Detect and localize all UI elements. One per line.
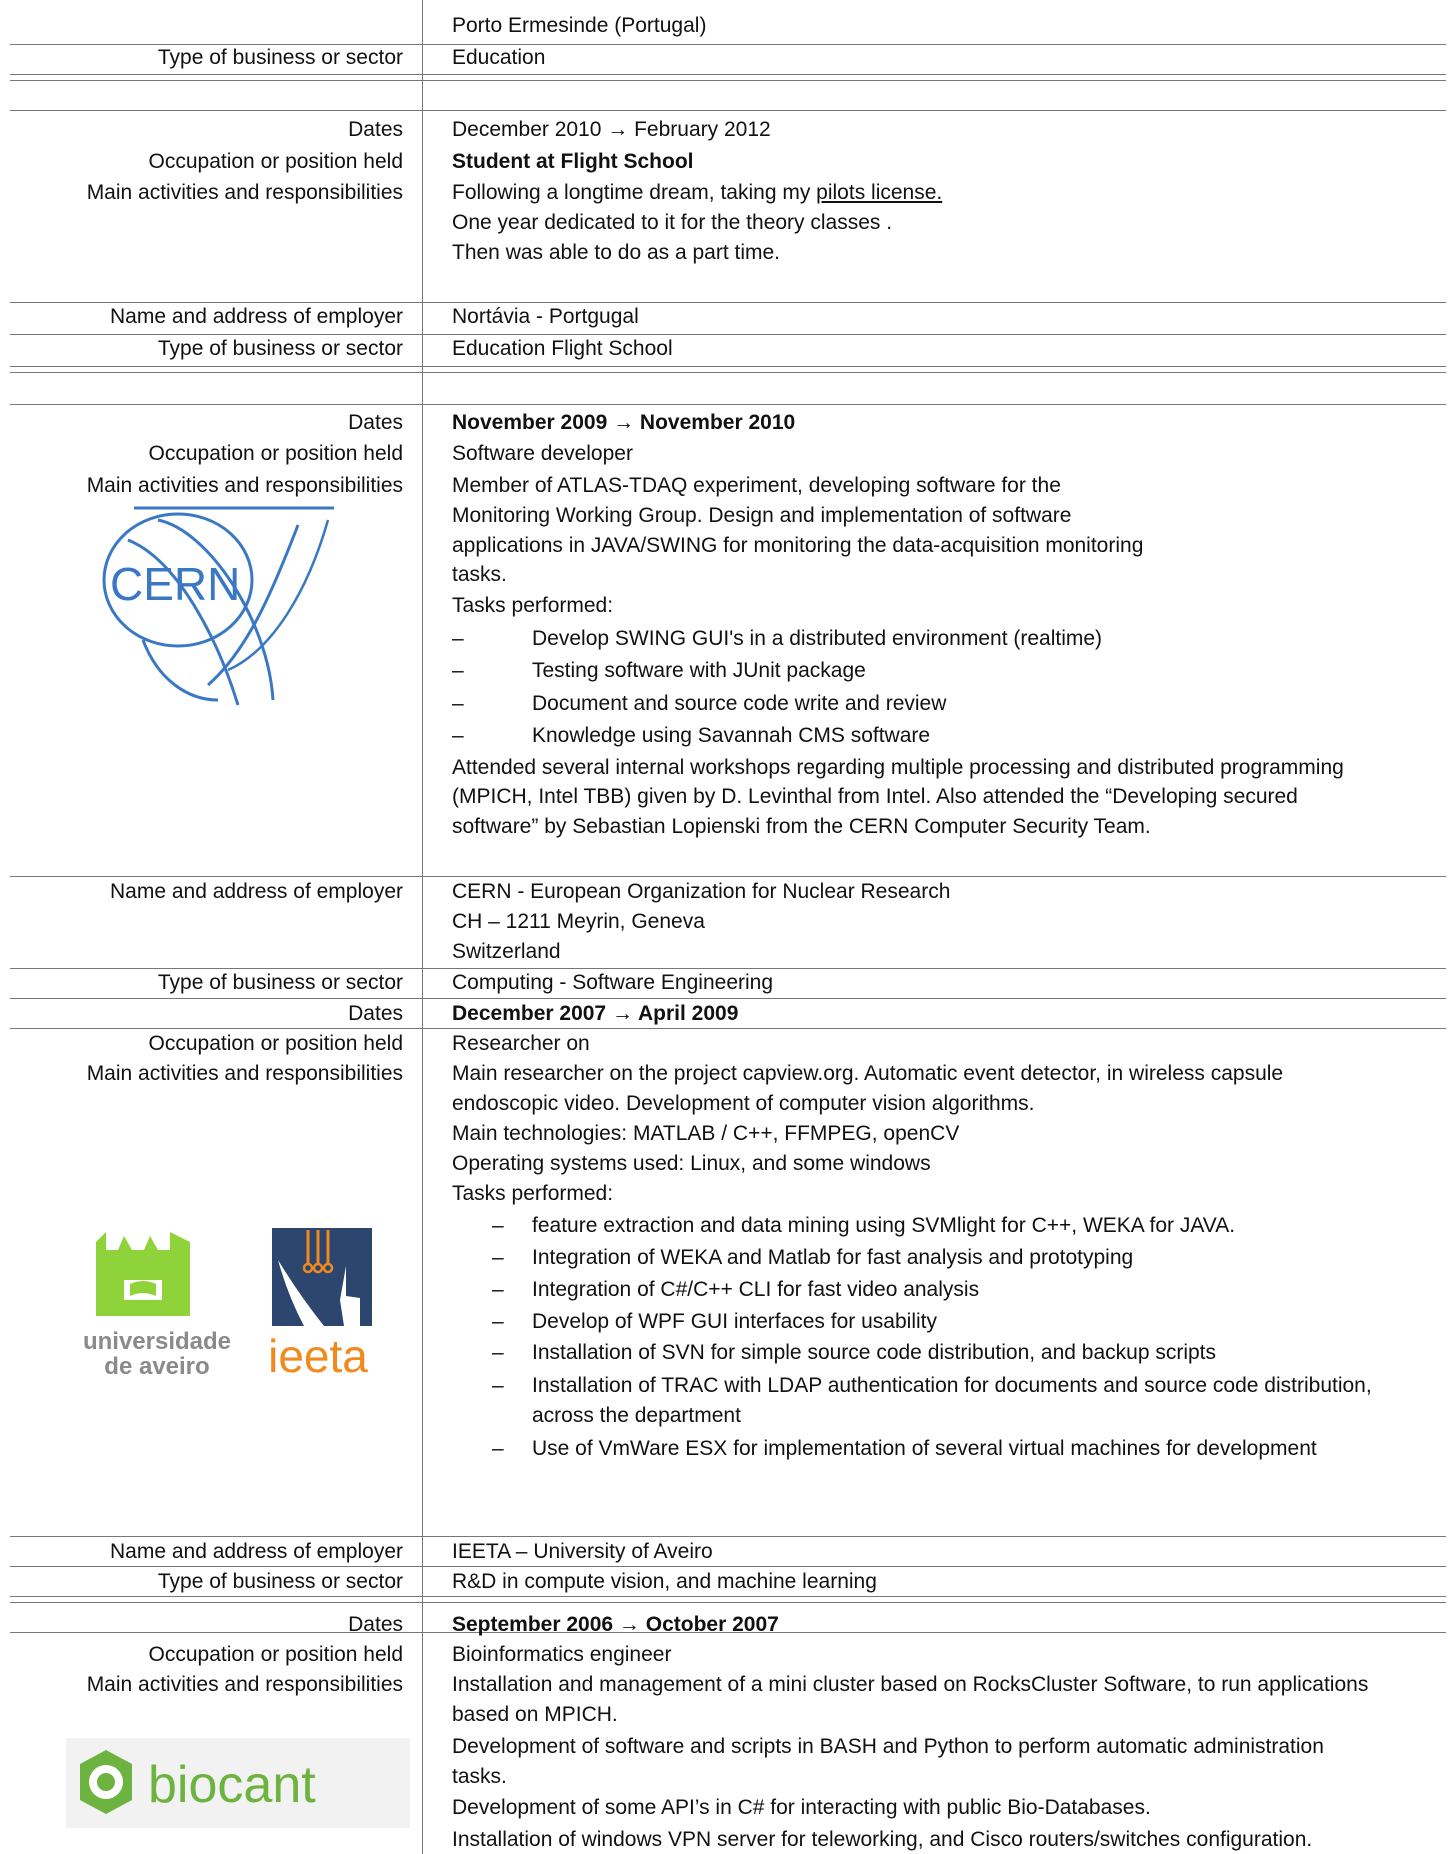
value-type-of-business: Computing - Software Engineering bbox=[452, 971, 774, 994]
activities-line: applications in JAVA/SWING for monitoring the data-acquisition monitoring bbox=[452, 534, 1144, 557]
label-occupation: Occupation or position held bbox=[148, 150, 403, 173]
bullet-dash: – bbox=[492, 1310, 504, 1333]
ieeta-logo-text: ieeta bbox=[268, 1330, 368, 1376]
label-dates: Dates bbox=[348, 1002, 403, 1025]
task-item: Document and source code write and review bbox=[532, 692, 947, 715]
row-divider bbox=[10, 968, 1446, 969]
activities-line: tasks. bbox=[452, 563, 507, 586]
label-occupation: Occupation or position held bbox=[148, 1643, 403, 1666]
biocant-logo-text: biocant bbox=[148, 1756, 316, 1814]
pilots-license-link[interactable]: pilots license. bbox=[816, 181, 943, 204]
row-divider bbox=[10, 372, 1446, 373]
value-type-of-business: Education Flight School bbox=[452, 337, 673, 360]
row-divider bbox=[10, 302, 1446, 303]
bullet-dash: – bbox=[452, 659, 464, 682]
activities-line: Tasks performed: bbox=[452, 594, 614, 617]
row-divider bbox=[10, 1566, 1446, 1567]
row-divider bbox=[10, 80, 1446, 81]
activities-line: Then was able to do as a part time. bbox=[452, 241, 781, 264]
activities-line: Development of software and scripts in BASH and Python to perform automatic administration bbox=[452, 1735, 1324, 1758]
row-divider bbox=[10, 366, 1446, 367]
value-dates: September 2006 → October 2007 bbox=[452, 1613, 779, 1636]
value-employer: IEETA – University of Aveiro bbox=[452, 1540, 713, 1563]
activities-line: Installation of windows VPN server for teleworking, and Cisco routers/switches configuration. bbox=[452, 1828, 1313, 1851]
bullet-dash: – bbox=[452, 692, 464, 715]
value-dates: December 2010 → February 2012 bbox=[452, 118, 771, 141]
value-type-of-business: R&D in compute vision, and machine learning bbox=[452, 1570, 877, 1593]
activities-line: Tasks performed: bbox=[452, 1182, 614, 1205]
value-dates: November 2009 → November 2010 bbox=[452, 411, 796, 434]
activities-line: Monitoring Working Group. Design and implementation of software bbox=[452, 504, 1072, 527]
ua-logo-line2: de aveiro bbox=[104, 1353, 210, 1376]
bullet-dash: – bbox=[492, 1374, 504, 1397]
label-dates: Dates bbox=[348, 1613, 403, 1636]
row-divider bbox=[10, 1602, 1446, 1603]
task-item-continued: across the department bbox=[532, 1404, 741, 1427]
row-divider bbox=[10, 1028, 1446, 1029]
row-divider bbox=[10, 998, 1446, 999]
value-occupation: Bioinformatics engineer bbox=[452, 1643, 672, 1666]
task-item: Installation of SVN for simple source code distribution, and backup scripts bbox=[532, 1341, 1217, 1364]
value-type-of-business: Education bbox=[452, 46, 546, 69]
task-item: Develop of WPF GUI interfaces for usability bbox=[532, 1310, 937, 1333]
label-type-of-business: Type of business or sector bbox=[157, 1570, 403, 1593]
activities-line: Attended several internal workshops regarding multiple processing and distributed programming bbox=[452, 756, 1344, 779]
label-main-activities: Main activities and responsibilities bbox=[86, 1062, 403, 1085]
value-occupation: Student at Flight School bbox=[452, 150, 694, 173]
task-item: Use of VmWare ESX for implementation of several virtual machines for development bbox=[532, 1437, 1317, 1460]
label-main-activities: Main activities and responsibilities bbox=[86, 1673, 403, 1696]
value-employer: Nortávia - Portgugal bbox=[452, 305, 639, 328]
label-dates: Dates bbox=[348, 411, 403, 434]
bullet-dash: – bbox=[492, 1341, 504, 1364]
activities-line: tasks. bbox=[452, 1765, 507, 1788]
activities-line: (MPICH, Intel TBB) given by D. Levinthal from Intel. Also attended the “Developing secured bbox=[452, 785, 1298, 808]
task-item: Testing software with JUnit package bbox=[532, 659, 866, 682]
activities-line: Main researcher on the project capview.org. Automatic event detector, in wireless capsule bbox=[452, 1062, 1284, 1085]
activities-line: Installation and management of a mini cluster based on RocksCluster Software, to run applications bbox=[452, 1673, 1369, 1696]
label-main-activities: Main activities and responsibilities bbox=[86, 474, 403, 497]
activities-text: Following a longtime dream, taking my bbox=[452, 181, 817, 204]
label-occupation: Occupation or position held bbox=[148, 1032, 403, 1055]
employer-address-continued: Porto Ermesinde (Portugal) bbox=[452, 14, 707, 37]
task-item: Installation of TRAC with LDAP authentication for documents and source code distribution, bbox=[532, 1374, 1372, 1397]
biocant-logo bbox=[66, 1738, 410, 1828]
label-main-activities: Main activities and responsibilities bbox=[86, 181, 403, 204]
column-divider bbox=[422, 0, 423, 1854]
label-employer: Name and address of employer bbox=[110, 305, 403, 328]
activities-line: endoscopic video. Development of computer vision algorithms. bbox=[452, 1092, 1035, 1115]
bullet-dash: – bbox=[492, 1246, 504, 1269]
university-of-aveiro-logo bbox=[66, 1228, 248, 1376]
activities-line: Development of some API’s in C# for interacting with public Bio-Databases. bbox=[452, 1796, 1151, 1819]
value-employer-country: Switzerland bbox=[452, 940, 561, 963]
activities-line: software” by Sebastian Lopienski from the CERN Computer Security Team. bbox=[452, 815, 1151, 838]
task-item: Knowledge using Savannah CMS software bbox=[532, 724, 931, 747]
value-occupation: Researcher on bbox=[452, 1032, 590, 1055]
bullet-dash: – bbox=[452, 724, 464, 747]
value-dates: December 2007 → April 2009 bbox=[452, 1002, 739, 1025]
row-divider bbox=[10, 44, 1446, 45]
label-dates: Dates bbox=[348, 118, 403, 141]
bullet-dash: – bbox=[492, 1278, 504, 1301]
label-type-of-business: Type of business or sector bbox=[157, 971, 403, 994]
task-item: Develop SWING GUI's in a distributed environment (realtime) bbox=[532, 627, 1103, 650]
cern-logo bbox=[98, 500, 342, 712]
label-employer: Name and address of employer bbox=[110, 1540, 403, 1563]
activities-line: Operating systems used: Linux, and some windows bbox=[452, 1152, 931, 1175]
label-employer: Name and address of employer bbox=[110, 880, 403, 903]
label-type-of-business: Type of business or sector bbox=[157, 46, 403, 69]
label-occupation: Occupation or position held bbox=[148, 442, 403, 465]
row-divider bbox=[10, 404, 1446, 405]
row-divider bbox=[10, 1596, 1446, 1597]
ua-logo-line1: universidade bbox=[82, 1328, 232, 1355]
task-item: Integration of WEKA and Matlab for fast analysis and prototyping bbox=[532, 1246, 1134, 1269]
bullet-dash: – bbox=[492, 1214, 504, 1237]
task-item: Integration of C#/C++ CLI for fast video analysis bbox=[532, 1278, 980, 1301]
bullet-dash: – bbox=[452, 627, 464, 650]
value-employer: CERN - European Organization for Nuclear Research bbox=[452, 880, 951, 903]
bullet-dash: – bbox=[492, 1437, 504, 1460]
activities-line: Main technologies: MATLAB / C++, FFMPEG, openCV bbox=[452, 1122, 960, 1145]
row-divider bbox=[10, 74, 1446, 75]
cern-logo-text: CERN bbox=[110, 558, 241, 610]
activities-line: One year dedicated to it for the theory classes . bbox=[452, 211, 893, 234]
activities-line bbox=[452, 181, 942, 205]
row-divider bbox=[10, 334, 1446, 335]
label-type-of-business: Type of business or sector bbox=[157, 337, 403, 360]
ieeta-logo bbox=[260, 1226, 372, 1376]
row-divider bbox=[10, 876, 1446, 877]
cv-experience-table bbox=[10, 0, 1446, 1854]
activities-line: based on MPICH. bbox=[452, 1703, 618, 1726]
task-item: feature extraction and data mining using SVMlight for C++, WEKA for JAVA. bbox=[532, 1214, 1236, 1237]
row-divider bbox=[10, 1536, 1446, 1537]
value-occupation: Software developer bbox=[452, 442, 633, 465]
activities-line: Member of ATLAS-TDAQ experiment, developing software for the bbox=[452, 474, 1061, 497]
value-employer-address: CH – 1211 Meyrin, Geneva bbox=[452, 910, 705, 933]
row-divider bbox=[10, 110, 1446, 111]
